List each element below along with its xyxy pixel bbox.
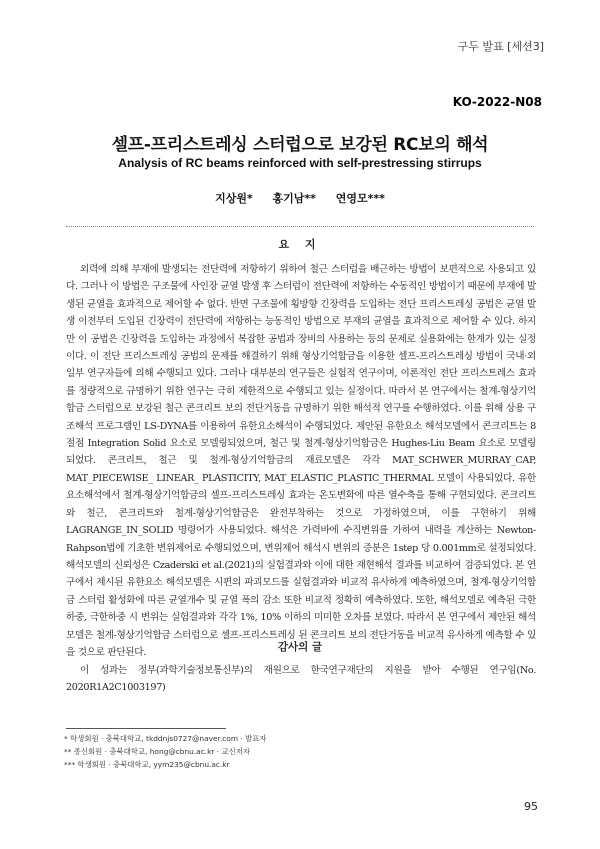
section-divider [66,226,534,227]
acknowledgement-body: 이 성과는 정부(과학기술정보통신부)의 재원으로 한국연구재단의 지원을 받아 수행된 연구임(No. 2020R1A2C1003197) [66,665,536,693]
author-list [0,190,600,206]
abstract-body: 외력에 의해 부재에 발생되는 전단력에 저항하기 위하여 철근 스터럽을 배근하는 방법이 보편적으로 사용되고 있다. 그러나 이 방법은 구조물에 사인장 균열 발생 후 스터럽이 전단력에 저항하는 수동적인 방법이기 때문에 부재에 발생된 균열을 효과적으로 제어할 수 없다. 반면 구조물에 횡방향 긴장력을 도입하는 전단 프리스트레싱 공법은 균열 발생 이전부터 도입된 긴장력이 전단력에 저항하는 능동적인 방법으로 부재의 균열을 효과적으로 제어할 수 있다. 하지만 이 공법은 긴장력을 도입하는 과정에서 복잡한 공법과 장비의 사용하는 등의 문제로 실용화에는 한계가 있는 실정이다. 이 전단 프리스트레싱 공법의 문제를 해결하기 위해 형상기억합금을 이용한 셀프-프리스트레싱 방법이 국내·외 일부 연구자들에 의해 수행되고 있다. 그러나 대부분의 연구들은 실험적 연구이며, 이론적인 전단 프리스트레스 효과를 정량적으로 규명하기 위한 연구는 극히 제한적으로 수행되고 있는 실정이다. 따라서 본 연구에서는 철계-형상기억합금 스터럽으로 보강된 철근 콘크리트 보의 전단거동을 규명하기 위한 해석적 연구를 수행하였다. 이를 위해 상용 구조해석 프로그램인 LS-DYNA를 이용하여 유한요소해석이 수행되었다. 제안된 유한요소 해석모델에서 콘크리트는 8절점 Integration Solid 요소로 모델링되었으며, 철근 및 철계-형상기억합금은 Hughes-Liu Beam 요소로 모델링 되었다. 콘크리트, 철근 및 철계-형상기억합금의 재료모델은 각각 MAT_SCHWER_MURRAY_CAP, MAT_PIECEWISE_ LINEAR_ PLASTICITY, MAT_ELASTIC_PLASTIC_THERMAL 모델이 사용되었다. 유한요소해석에서 철계-형상기억합금의 셀프-프리스트레싱 효과는 온도변화에 따른 열수축을 통해 구현되었다. 콘크리트와 철근, 콘크리트와 철계-형상기억합금은 완전부착하는 것으로 가정하였으며, 이를 구현하기 위해 LAGRANGE_IN_SOLID 명령어가 사용되었다. 해석은 가력바에 수직변위를 가하여 내력을 계산하는 Newton-Rahpson법에 기초한 변위제어로 수행되었으며, 변위제어 해석시 변위의 증분은 1step 당 0.001mm로 설정되었다. 해석모델의 신뢰성은 Czaderski et al.(2021)의 실험결과와 이에 대한 재현해석 결과를 비교하여 검증되었다. 본 연구에서 제시된 유한요소 해석모델은 시편의 파괴모드를 실험결과와 비교적 유사하게 예측하였으며, 철계-형상기억합금 스터럽 활성화에 따른 균열개수 및 균열 폭의 감소 또한 비교적 정확히 예측하였다. 또한, 해석모델로 예측된 극한하중, 극한하중 시 변위는 실험결과와 각각 1%, 10% 이하의 미미한 오차를 보였다. 따라서 본 연구에서 제안된 해석모델은 철계-형상기억합금 스터럽으로 셀프-프리스트레싱 된 콘크리트 보의 전단거동을 비교적 유사하게 예측할 수 있을 것으로 판단된다. [66,264,536,658]
footnote-3: *** 학생회원 · 충북대학교, yym235@cbnu.ac.kr [64,760,230,770]
session-label: 구두 발표 [세션3] [457,40,544,53]
page-number: 95 [524,800,538,813]
paper-code: KO-2022-N08 [452,95,542,109]
footnote-2: ** 종신회원 · 충북대학교, hong@cbnu.ac.kr · 교신저자 [64,747,251,757]
footnote-1: * 학생회원 · 충북대학교, tkddnjs0727@naver.com · 발표자 [64,734,267,743]
footnotes [64,732,267,772]
paper-title-korean: 셀프-프리스트레싱 스터럽으로 보강된 RC보의 해석 [111,135,489,155]
paper-title-english: Analysis of RC beams reinforced with self-prestressing stirrups [118,156,482,170]
author-1: 지상원* [215,192,253,205]
author-2: 홍기남** [272,192,316,205]
acknowledgement-heading: 감사의 글 [277,641,323,653]
footnote-rule [66,728,226,729]
author-3: 연영모*** [335,192,385,205]
abstract-heading: 요 지 [278,238,322,251]
